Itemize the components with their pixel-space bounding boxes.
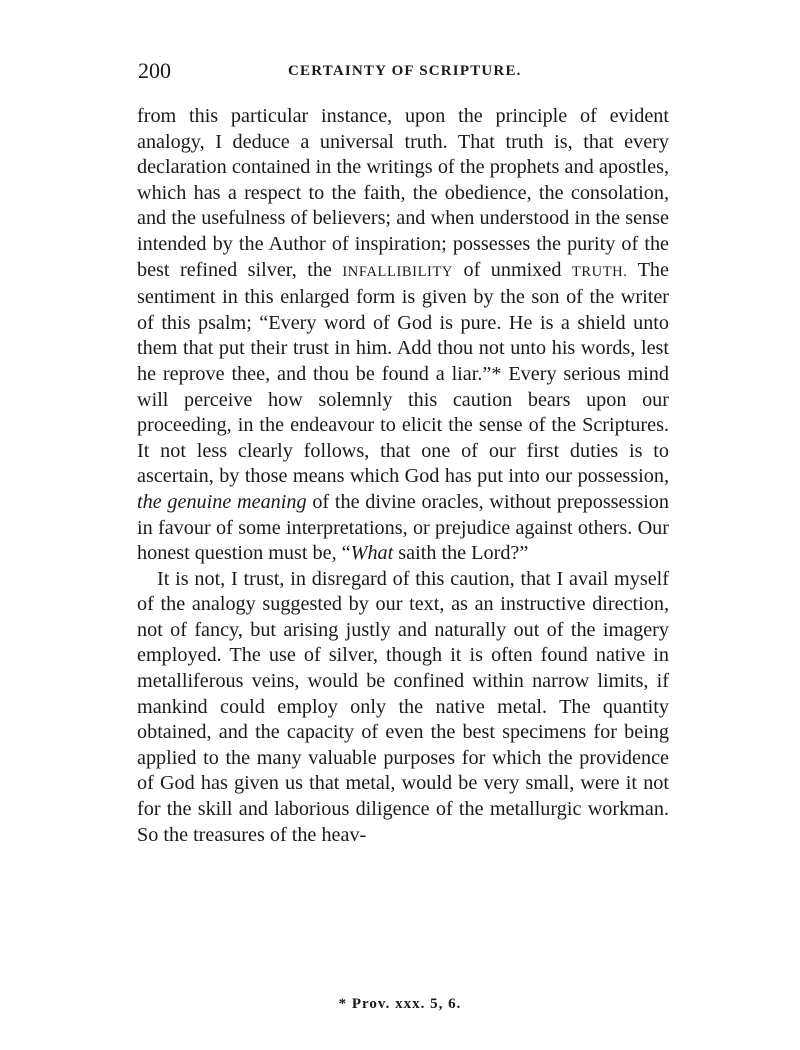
paragraph-1-text-a: from this particular instance, upon the principle of evident analogy, I deduce a universal truth. That truth is, that every declaration contained in the writings of the prophets and apostles, which has a respect to the faith, the obedience, the consolation, and the usefulness of believers; and when understood in the sense intended by the Author of inspiration; possesses the purity of the best refined silver, the xyxy=(137,105,669,281)
running-title: CERTAINTY OF SCRIPTURE. xyxy=(288,63,522,79)
paragraph-1-text-e: saith the Lord?” xyxy=(393,542,529,565)
paragraph-1 xyxy=(137,104,669,567)
paragraph-2: It is not, I trust, in disregard of this caution, that I avail myself of the analogy suggested by our text, as an instructive direction, not of fancy, but arising justly and naturally out of the imagery employed. The use of silver, though it is often found native in metalliferous veins, would be confined within narrow limits, if mankind could employ only the native metal. The quantity obtained, and the capacity of even the best specimens for being applied to the many valuable purposes for which the providence of God has given us that metal, would be very small, were it not for the skill and laborious diligence of the metallurgic workman. So the treasures of the heav- xyxy=(137,567,669,846)
page-header xyxy=(138,58,670,88)
italic-genuine-meaning: the genuine meaning xyxy=(137,490,307,513)
body-text xyxy=(137,104,669,848)
small-caps-infallibility: INFALLIBILITY xyxy=(342,263,453,280)
page-number: 200 xyxy=(138,58,171,83)
paragraph-1-text-d: of the divine oracles, without prepossession in favour of some interpretations, or prejudice against others. Our honest question must be, “ xyxy=(137,490,669,565)
italic-what: What xyxy=(350,542,394,565)
paragraph-1-text-c: The sentiment in this enlarged form is given by the son of the writer of this psalm; “Every word of God is pure. He is a shield unto them that put their trust in him. Add thou not unto his words, lest he reprove thee, and thou be found a liar.”* Every serious mind will perceive how solemnly this caution bears upon our proceeding, in the endeavour to elicit the sense of the Scriptures. It not less clearly follows, that one of our first duties is to ascertain, by those means which God has put into our possession, xyxy=(137,258,669,488)
paragraph-1-text-b: of unmixed xyxy=(453,258,572,281)
small-caps-truth: TRUTH. xyxy=(571,263,628,280)
footnote: * Prov. xxx. 5, 6. xyxy=(338,996,462,1012)
